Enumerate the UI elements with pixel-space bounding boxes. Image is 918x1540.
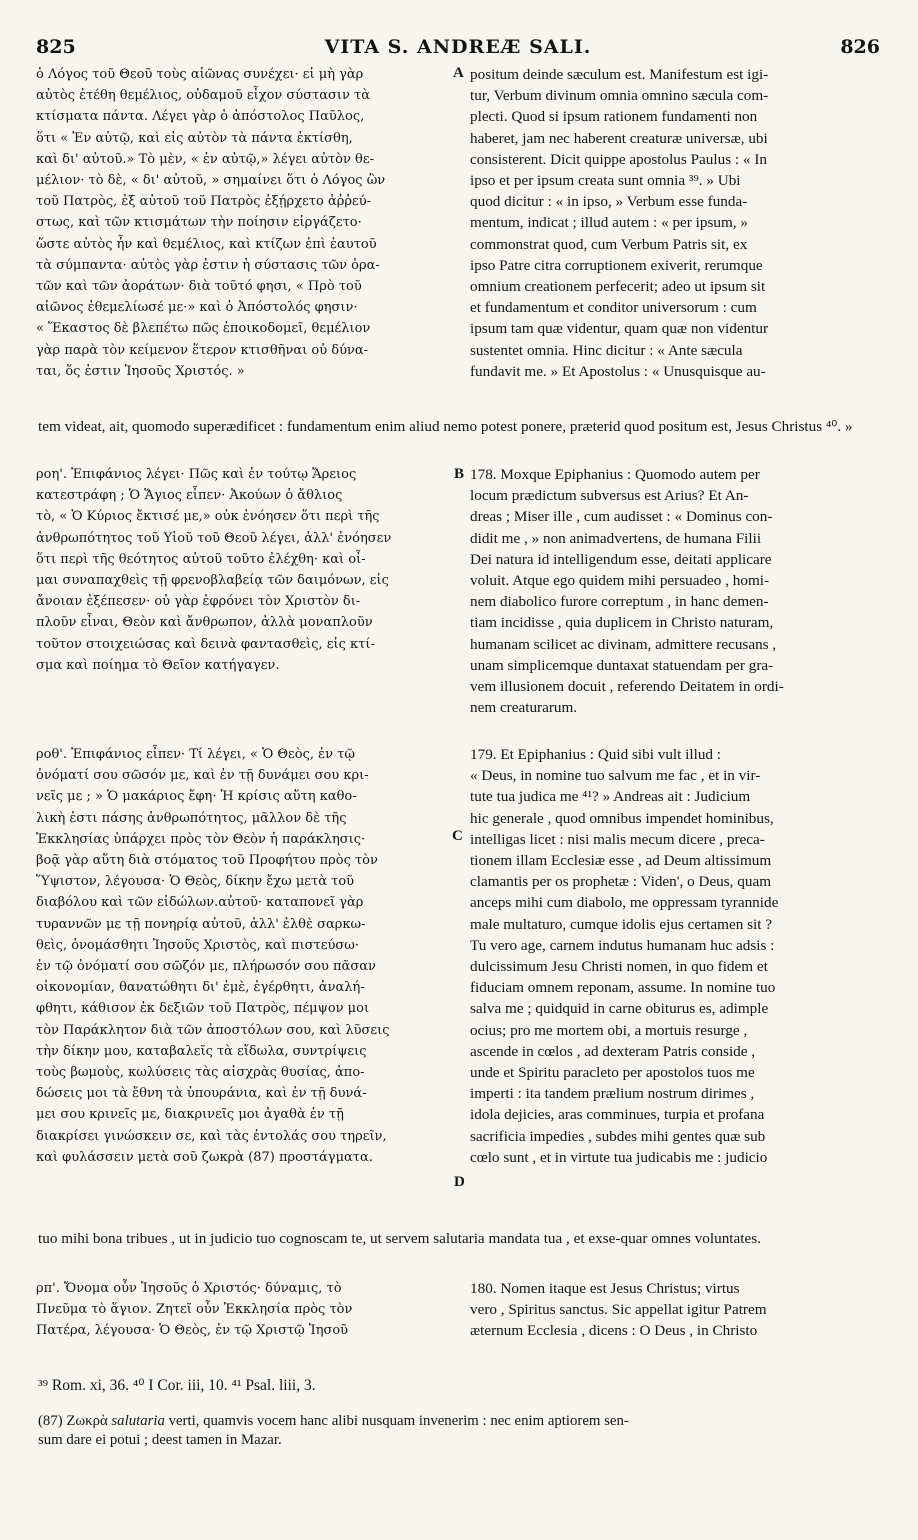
text-line: salva me ; quidquid in carne obiturus es, adimple	[470, 1000, 769, 1018]
text-line: tute tua judica me ⁴¹? » Andreas ait : Judicium	[470, 788, 751, 806]
text-line: positum deinde sæculum est. Manifestum est igi-	[470, 66, 769, 83]
page-number-left: 825	[36, 36, 76, 58]
text-line: Πατέρα, λέγουσα· Ὁ Θεὸς, ἐν τῷ Χριστῷ Ἰησοῦ	[36, 1323, 349, 1339]
latin-column-block-2	[470, 464, 880, 718]
text-line: γὰρ παρὰ τὸν κείμενον ἕτερον κτισθῆναι οὐ δύνα-	[36, 342, 369, 358]
text-line: 179. Et Epiphanius : Quid sibi vult illud :	[470, 746, 722, 763]
text-line: Tu vero age, carnem indutus humanam huc adsis :	[470, 936, 775, 954]
text-line: αἰῶνος ἐθεμελίωσέ με·» καὶ ὁ Ἀπόστολός φησιν·	[36, 300, 358, 316]
text-line: θεὶς, ὀνομάσθητι Ἰησοῦς Χριστὸς, καὶ πιστεύσω·	[36, 937, 359, 953]
text-line: Πνεῦμα τὸ ἅγιον. Ζητεῖ οὖν Ἐκκλησία πρὸς τὸν	[36, 1302, 353, 1318]
text-line: dreas ; Miser ille , cum audisset : « Dominus con-	[470, 508, 773, 526]
text-line: consisterent. Dicit quippe apostolus Paulus : « In	[470, 150, 767, 168]
text-line: τὸ, « Ὁ Κύριος ἔκτισέ με,» οὐκ ἐνόησεν ὅτι περὶ τῆς	[36, 509, 380, 525]
text-line: στως, καὶ τῶν κτισμάτων τὴν ποίησιν εἰργάζετο·	[36, 215, 362, 231]
text-line: locum prædictum subversus est Arius? Et An-	[470, 487, 749, 505]
text-line: quod dicitur : « in ipso, » Verbum esse funda-	[470, 193, 748, 211]
text-line: τὴν δίκην μου, καταβαλεῖς τὰ εἴδωλα, συντρίψεις	[36, 1043, 367, 1059]
text-line: vero , Spiritus sanctus. Sic appellat igitur Patrem	[470, 1301, 767, 1319]
text-line: νεῖς με ; » Ὁ μακάριος ἔφη· Ἡ κρίσις αὕτη καθο-	[36, 789, 357, 805]
margin-marker-d: D	[454, 1174, 465, 1190]
note-87-italic: salutaria	[111, 1413, 165, 1429]
latin-column-block-4	[470, 1278, 880, 1342]
text-line: sacrificia impedies , subdes mihi gentes quæ sub	[470, 1127, 766, 1145]
text-line: ρπ'. Ὄνομα οὖν Ἰησοῦς ὁ Χριστός· δύναμις, τὸ	[36, 1281, 342, 1296]
latin-column-block-3	[470, 744, 880, 1168]
text-line: ροη'. Ἐπιφάνιος λέγει· Πῶς καὶ ἐν τούτῳ Ἄρειος	[36, 467, 357, 482]
text-line: tem videat, ait, quomodo superædificet : fundamentum enim aliud nemo potest ponere, præter	[38, 418, 609, 435]
running-title: VITA S. ANDREÆ SALI.	[324, 36, 592, 58]
latin-full-width-block-1	[38, 416, 880, 437]
text-line: dulcissimum Jesu Christi nomen, in quo fidem et	[470, 958, 768, 976]
text-line: τῶν καὶ τῶν ἀοράτων· διὰ τοῦτό φησι, « Πρὸ τοῦ	[36, 279, 362, 295]
note-87-start: (87) Ζωκρὰ	[38, 1413, 112, 1429]
text-line: αὐτὸς ἐτέθη θεμέλιος, οὐδαμοῦ εἶχον σύστασιν τὰ	[36, 88, 371, 104]
text-line: ὥστε αὐτὸς ἦν καὶ θεμέλιος, καὶ κτίζων ἐπὶ ἑαυτοῦ	[36, 236, 377, 252]
text-line: fiduciam omnem reponam, assume. In nomine tuo	[470, 979, 776, 997]
text-line: ὅτι « Ἐν αὐτῷ, καὶ εἰς αὐτὸν τὰ πάντα ἐκτίσθη,	[36, 130, 353, 146]
text-line: unde et Spiritu paracleto per apostolos tuos me	[470, 1064, 755, 1082]
text-line: nem creaturarum.	[470, 699, 578, 717]
text-line: διακρίσει γινώσκειν σε, καὶ τὰς ἐντολάς σου τηρεῖν,	[36, 1128, 387, 1144]
text-line: καὶ φυλάσσειν μετὰ σοῦ ζωκρὰ (87) προστάγματα.	[36, 1149, 373, 1165]
text-line: æternum Ecclesia , dicens : O Deus , in Christo	[470, 1322, 758, 1340]
text-line: Ἐκκλησίας ὑπάρχει πρὸς τὸν Θεὸν ἡ παράκλησις·	[36, 831, 366, 847]
latin-full-width-block-3	[38, 1228, 880, 1249]
text-line: « Ἕκαστος δὲ βλεπέτω πῶς ἐποικοδομεῖ, θεμέλιον	[36, 321, 371, 337]
page-header	[36, 36, 880, 64]
text-line: omnium creationem perfecerit; adeo ut ipsum sit	[470, 278, 766, 296]
text-line: humanam scilicet ac divinam, admittere recusans ,	[470, 635, 777, 653]
text-line: Dei natura id intelligendum esse, deitati applicare	[470, 550, 772, 568]
text-line: ὅτι περὶ τῆς θεότητος αὐτοῦ τοῦτο ἐλέχθη· καὶ οἶ-	[36, 551, 366, 567]
text-line: 178. Moxque Epiphanius : Quomodo autem per	[470, 466, 760, 483]
text-line: haberet, jam nec haberent creaturæ universæ, ubi	[470, 129, 768, 147]
greek-column-block-4	[36, 1278, 456, 1342]
scripture-footnotes: ³⁹ Rom. xi, 36. ⁴⁰ I Cor. iii, 10. ⁴¹ Psal. liii, 3.	[38, 1377, 316, 1394]
text-line: κατεστράφη ; Ὁ Ἅγιος εἶπεν· Ἀκούων ὁ ἄθλιος	[36, 488, 343, 504]
text-line: hic generale , quod omnibus impendet hominibus,	[470, 809, 774, 827]
latin-column-block-1	[470, 64, 880, 382]
text-line: ascende in cœlos , ad dexteram Patris conside ,	[470, 1042, 756, 1060]
text-line: μαι συναπαχθεὶς τῇ φρενοβλαβείᾳ τῶν δαιμόνων, εἰς	[36, 573, 389, 589]
text-line: Ὕψιστον, λέγουσα· Ὁ Θεὸς, δίκην ἔχω μετὰ τοῦ	[36, 874, 355, 890]
text-line: λικὴ ἐστι πάσης ἀνθρωπότητος, μᾶλλον δὲ τῆς	[36, 810, 347, 826]
text-line: τὰ σύμπαντα· αὐτὸς γὰρ ἐστιν ἡ σύστασις τῶν ὁρα-	[36, 257, 380, 273]
greek-column-block-3	[36, 744, 456, 1168]
note-87-end: sum dare ei potui ; deest tamen in Mazar.	[38, 1432, 282, 1448]
text-line: ται, ὅς ἐστιν Ἰησοῦς Χριστός. »	[36, 363, 245, 379]
greek-column-block-2	[36, 464, 456, 676]
text-line: mentum, indicat ; illud autem : « per ipsum, »	[470, 214, 748, 232]
text-line: plecti. Quod si ipsum rationem fundamenti non	[470, 108, 758, 126]
text-line: σμα καὶ ποίημα τὸ Θεῖον κατήγαγεν.	[36, 657, 280, 673]
editor-note-87	[38, 1412, 880, 1450]
text-line: τοῦ Πατρὸς, ἐξ αὐτοῦ τοῦ Πατρὸς ἐξῄρχετο ἀῤῥεύ-	[36, 194, 372, 210]
text-line: nem diabolico furore correptum , in hanc demen-	[470, 593, 769, 611]
text-line: κτίσματα πάντα. Λέγει γὰρ ὁ ἀπόστολος Παῦλος,	[36, 109, 365, 125]
text-line: ὁ Λόγος τοῦ Θεοῦ τοὺς αἰῶνας συνέχει· εἰ μὴ γὰρ	[36, 67, 364, 82]
greek-column-block-1	[36, 64, 456, 382]
page-number-right: 826	[840, 36, 880, 58]
text-line: τοὺς βωμοὺς, κωλύσεις τὰς αἰσχρὰς θυσίας, ἀπο-	[36, 1065, 365, 1081]
text-line: οἰκονομίαν, θανατώθητι δι' ἐμὲ, ἐγέρθητι, ἀναλή-	[36, 980, 365, 996]
text-line: ἄνοιαν ἐξέπεσεν· οὐ γὰρ ἐφρόνει τὸν Χριστὸν δι-	[36, 594, 361, 610]
text-line: 180. Nomen itaque est Jesus Christus; virtus	[470, 1280, 740, 1297]
text-line: idola dejicies, aras comminues, turpia et profana	[470, 1106, 765, 1124]
text-line: μέλιον· τὸ δὲ, « δι' αὐτοῦ, » σημαίνει ὅτι ὁ Λόγος ὢν	[36, 173, 386, 189]
text-line: πλοῦν εἶναι, Θεὸν καὶ ἄνθρωπον, ἀλλὰ μοναπλοῦν	[36, 615, 373, 631]
text-line: fundavit me. » Et Apostolus : « Unusquisque au-	[470, 362, 766, 380]
note-87-rest: verti, quamvis vocem hanc alibi nusquam invenerim : nec enim aptiorem sen-	[164, 1413, 629, 1429]
text-line: quar omnes voluntates.	[620, 1230, 761, 1247]
margin-marker-b: B	[454, 466, 465, 482]
text-line: δώσεις μοι τὰ ἔθνη τὰ ὑπουράνια, καὶ ἐν τῇ δυνά-	[36, 1086, 367, 1102]
text-line: καὶ δι' αὐτοῦ.» Τὸ μὲν, « ἐν αὐτῷ,» λέγει αὐτὸν θε-	[36, 151, 374, 167]
text-line: imperti : ita tandem prælium nostrum dirimes ,	[470, 1085, 755, 1103]
text-line: tiam incidisse , quia duplicem in Christo naturam,	[470, 614, 774, 632]
text-line: vem illusionem docuit , referendo Deitatem in ordi-	[470, 678, 784, 696]
text-line: τοῦτον στοιχειώσας καὶ δεινὰ φαντασθεὶς, εἰς κτί-	[36, 636, 375, 652]
text-line: ροθ'. Ἐπιφάνιος εἶπεν· Τί λέγει, « Ὁ Θεὸς, ἐν τῷ	[36, 747, 355, 762]
text-line: ipso et per ipsum creata sunt omnia ³⁹. » Ubi	[470, 172, 741, 190]
text-line: ipso Patre citra corruptionem exiverit, rerumque	[470, 256, 763, 274]
margin-marker-c: C	[452, 828, 463, 844]
text-line: sustentet omnia. Hinc dicitur : « Ante sæcula	[470, 341, 743, 359]
text-line: commonstrat quod, cum Verbum Patris sit, ex	[470, 235, 748, 253]
text-line: clamantis per os prophetæ : Viden', o Deus, quam	[470, 873, 772, 891]
text-line: μει σου κρινεῖς με, διακρινεῖς μοι ἀγαθὰ ἐν τῇ	[36, 1107, 344, 1123]
text-line: ἀνθρωπότητος τοῦ Υἱοῦ τοῦ Θεοῦ λέγει, ἀλλ' ἐνόησεν	[36, 530, 392, 546]
text-line: id quod positum est, Jesus Christus ⁴⁰. »	[608, 418, 853, 435]
margin-marker-a: A	[453, 65, 464, 81]
text-line: διαβόλου καὶ τῶν εἰδώλων.αὐτοῦ· καταπονεῖ γὰρ	[36, 895, 364, 911]
text-line: didit me , » non animadvertens, de humana Filii	[470, 529, 762, 547]
text-line: voluit. Atque ego quidem mihi persuadeo , homi-	[470, 572, 770, 590]
text-line: ὀνόματί σου σῶσόν με, καὶ ἐν τῇ δυνάμει σου κρι-	[36, 768, 369, 784]
text-line: ipsum tam quæ videntur, quam quæ non videntur	[470, 320, 769, 338]
text-line: tuo mihi bona tribues , ut in judicio tuo cognoscam te, ut servem salutaria mandata tua , et exse-	[38, 1230, 621, 1247]
text-line: tur, Verbum divinum omnia omnino sæcula com-	[470, 87, 769, 105]
text-line: τυραννῶν με τῇ πονηρίᾳ αὐτοῦ, ἀλλ' ἐλθὲ σαρκω-	[36, 916, 366, 932]
text-line: τὸν Παράκλητον διὰ τῶν ἀποστόλων σου, καὶ λῦσεις	[36, 1022, 390, 1038]
text-line: ocius; pro me mortem obi, a mortuis resurge ,	[470, 1021, 748, 1039]
text-line: anceps mihi cum diabolo, me oppressam tyrannide	[470, 894, 779, 912]
text-line: unam simplicemque duntaxat statuendam per gra-	[470, 656, 774, 674]
text-line: φθητι, κάθισον ἐκ δεξιῶν τοῦ Πατρὸς, πέμψον μοι	[36, 1001, 370, 1017]
text-line: et fundamentum et conditor universorum : cum	[470, 299, 757, 317]
text-line: ἐν τῷ ὀνόματί σου σῶζόν με, πλήρωσόν σου πᾶσαν	[36, 959, 376, 975]
text-line: tionem illam Ecclesiæ esse , ad Deum altissimum	[470, 852, 772, 870]
text-line: cœlo sunt , et in virtute tua judicabis me : judicio	[470, 1148, 768, 1166]
text-line: βοᾷ γὰρ αὕτη διὰ στόματος τοῦ Προφήτου πρὸς τὸν	[36, 853, 378, 869]
text-line: male multaturo, cumque idolis ejus certamen sit ?	[470, 915, 772, 933]
text-line: intelligas licet : nisi malis mecum dicere , preca-	[470, 830, 765, 848]
text-line: « Deus, in nomine tuo salvum me fac , et in vir-	[470, 767, 761, 785]
